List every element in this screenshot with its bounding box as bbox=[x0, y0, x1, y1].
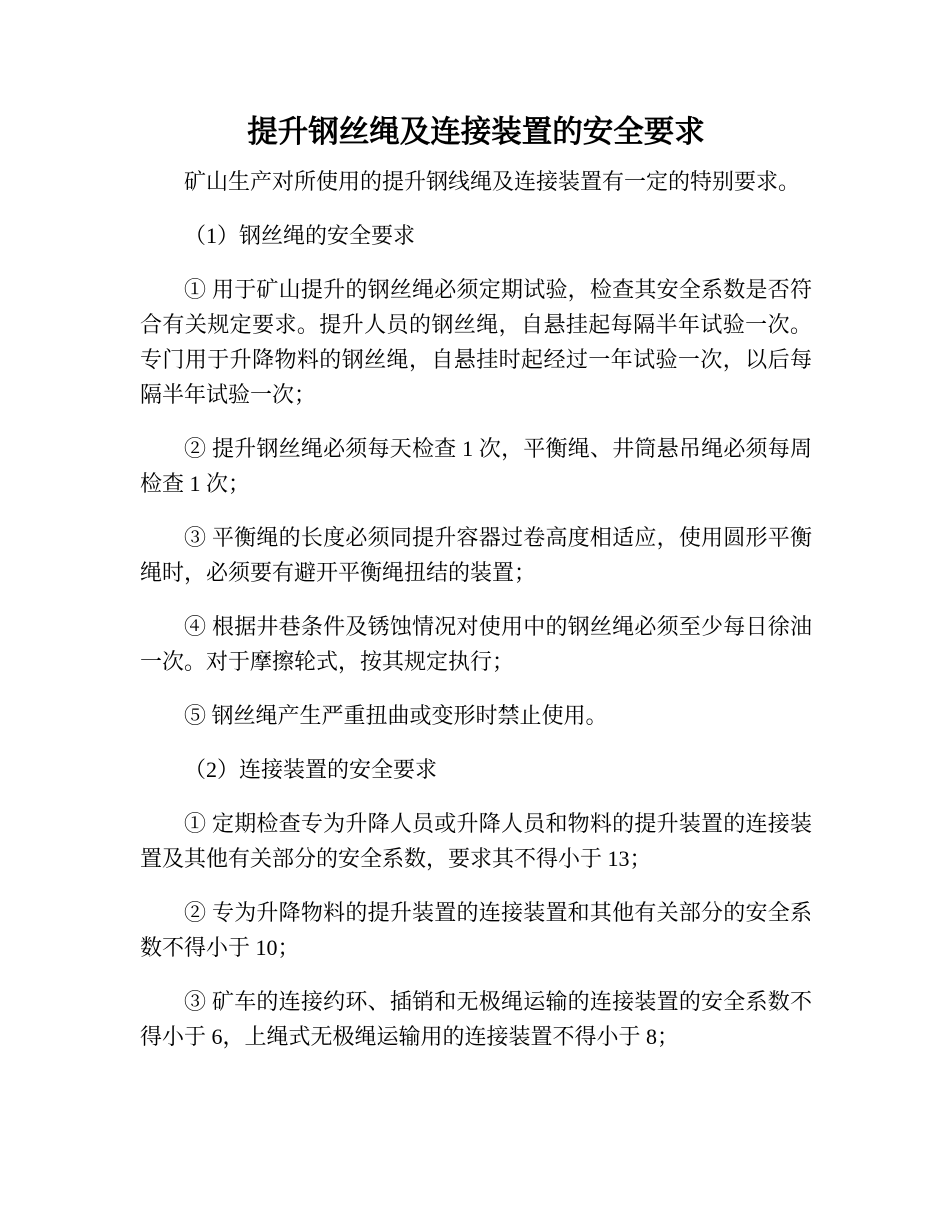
paragraph-item-1-5: ⑤ 钢丝绳产生严重扭曲或变形时禁止使用。 bbox=[184, 703, 608, 728]
paragraph-item-2-3: ③ 矿车的连接约环、插销和无极绳运输的连接装置的安全系数不得小于 6，上绳式无极绳运输用的连接装置不得小于 8； bbox=[140, 989, 812, 1049]
paragraph-item-2-1: ① 定期检查专为升降人员或升降人员和物料的提升装置的连接装置及其他有关部分的安全系数，要求其不得小于 13； bbox=[140, 811, 812, 871]
paragraph-intro: 矿山生产对所使用的提升钢线绳及连接装置有一定的特别要求。 bbox=[184, 169, 801, 194]
section-heading-1: （1）钢丝绳的安全要求 bbox=[184, 223, 416, 248]
paragraph-item-1-1: ① 用于矿山提升的钢丝绳必须定期试验，检查其安全系数是否符合有关规定要求。提升人员的钢丝绳，自悬挂起每隔半年试验一次。专门用于升降物料的钢丝绳，自悬挂时起经过一年试验一次，以后每隔半年试验一次； bbox=[140, 277, 812, 407]
document-title: 提升钢丝绳及连接装置的安全要求 bbox=[247, 115, 705, 149]
paragraph-item-2-2: ② 专为升降物料的提升装置的连接装置和其他有关部分的安全系数不得小于 10； bbox=[140, 900, 812, 960]
paragraph-item-1-4: ④ 根据井巷条件及锈蚀情况对使用中的钢丝绳必须至少每日徐油一次。对于摩擦轮式，按其规定执行； bbox=[140, 614, 812, 674]
section-heading-2: （2）连接装置的安全要求 bbox=[184, 757, 438, 782]
paragraph-item-1-3: ③ 平衡绳的长度必须同提升容器过卷高度相适应，使用圆形平衡绳时，必须要有避开平衡绳扭结的装置； bbox=[140, 525, 812, 585]
paragraph-item-1-2: ② 提升钢丝绳必须每天检查 1 次，平衡绳、井筒悬吊绳必须每周检查 1 次； bbox=[140, 436, 812, 496]
